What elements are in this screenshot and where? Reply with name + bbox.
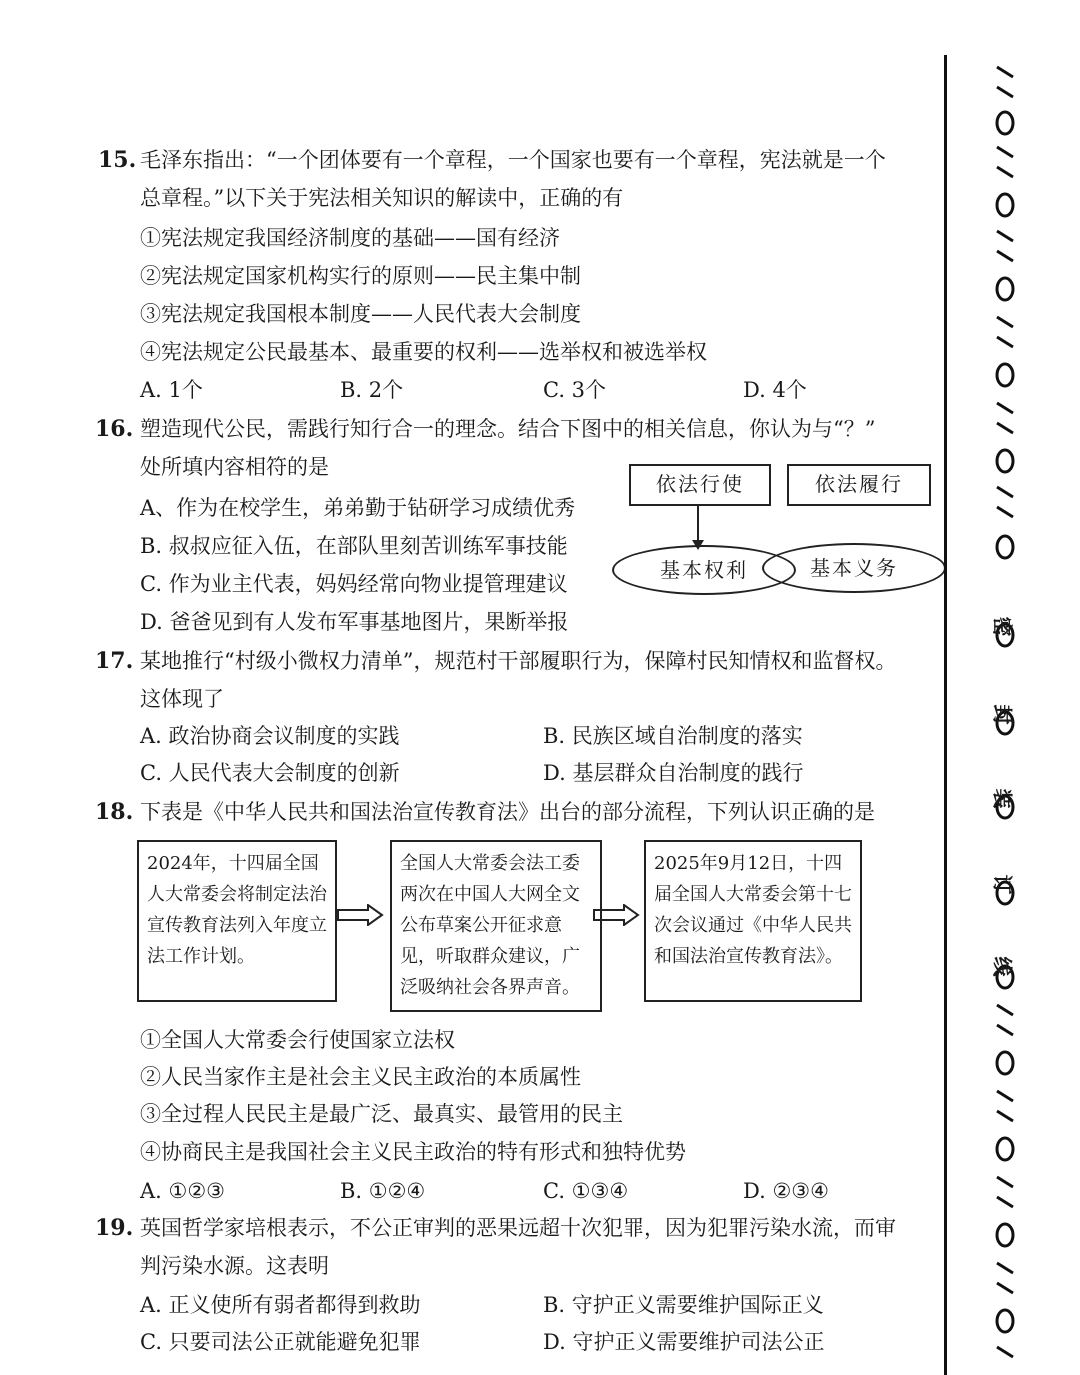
binding-char: 线 (990, 956, 1015, 977)
binding-char: 装 (990, 788, 1015, 809)
flow-step-2: 全国人大常委会法工委两次在中国人大网全文公布草案公开征求意见，听取群众建议，广泛吸纳社会各界声音。 (390, 840, 602, 1012)
diagram-box-left: 依法行使 (629, 464, 771, 506)
option-b: B. 2个 (340, 378, 404, 402)
option-b: B. ①②④ (340, 1179, 426, 1203)
diagram-ellipse-duties: 基本义务 (762, 543, 946, 593)
question-stem: 塑造现代公民，需践行知行合一的理念。结合下图中的相关信息，你认为与“？” (140, 417, 876, 441)
option-c: C. 人民代表大会制度的创新 (140, 761, 400, 785)
flow-arrow-icon (336, 904, 384, 926)
option-c: C. ①③④ (543, 1179, 629, 1203)
option-d: D. 守护正义需要维护司法公正 (543, 1330, 825, 1354)
option-d: D. 4个 (743, 378, 807, 402)
question-stem: 下表是《中华人民共和国法治宣传教育法》出台的部分流程，下列认识正确的是 (140, 800, 875, 824)
option-a: A. 政治协商会议制度的实践 (140, 724, 400, 748)
option-d: D. ②③④ (743, 1179, 829, 1203)
statement-item: ①全国人大常委会行使国家立法权 (140, 1028, 455, 1052)
flow-arrow-icon (592, 904, 640, 926)
question-stem: 判污染水源。这表明 (140, 1254, 329, 1278)
statement-item: ②宪法规定国家机构实行的原则——民主集中制 (140, 264, 581, 288)
option-c: C. 只要司法公正就能避免犯罪 (140, 1330, 421, 1354)
question-stem: 毛泽东指出：“一个团体要有一个章程，一个国家也要有一个章程，宪法就是一个 (140, 148, 886, 172)
option-b: B. 叔叔应征入伍，在部队里刻苦训练军事技能 (140, 534, 568, 558)
binding-char: 密 (990, 616, 1015, 637)
binding-char: 封 (990, 704, 1015, 725)
statement-item: ③宪法规定我国根本制度——人民代表大会制度 (140, 302, 581, 326)
question-stem: 某地推行“村级小微权力清单”，规范村干部履职行为，保障村民知情权和监督权。 (140, 649, 897, 673)
option-b: B. 民族区域自治制度的落实 (543, 724, 803, 748)
question-stem: 英国哲学家培根表示，不公正审判的恶果远超十次犯罪，因为犯罪污染水流，而审 (140, 1216, 896, 1240)
statement-item: ②人民当家作主是社会主义民主政治的本质属性 (140, 1065, 581, 1089)
diagram-box-right: 依法履行 (787, 464, 931, 506)
statement-item: ④协商民主是我国社会主义民主政治的特有形式和独特优势 (140, 1140, 686, 1164)
option-c: C. 作为业主代表，妈妈经常向物业提管理建议 (140, 572, 568, 596)
option-d: D. 基层群众自治制度的践行 (543, 761, 804, 785)
question-number: 17. (95, 648, 134, 674)
question-stem: 这体现了 (140, 687, 224, 711)
statement-item: ③全过程人民民主是最广泛、最真实、最管用的民主 (140, 1102, 623, 1126)
question-number: 15. (98, 147, 137, 173)
option-a: A、作为在校学生，弟弟勤于钻研学习成绩优秀 (140, 496, 576, 520)
binding-divider (944, 55, 947, 1375)
option-a: A. 1个 (140, 378, 203, 402)
question-stem: 总章程。”以下关于宪法相关知识的解读中，正确的有 (140, 186, 624, 210)
question-number: 18. (95, 799, 134, 825)
statement-item: ①宪法规定我国经济制度的基础——国有经济 (140, 226, 560, 250)
flow-step-1: 2024年，十四届全国人大常委会将制定法治宣传教育法列入年度立法工作计划。 (137, 840, 337, 1002)
question-number: 19. (95, 1215, 134, 1241)
flow-step-3: 2025年9月12日，十四届全国人大常委会第十七次会议通过《中华人民共和国法治宣传教育法》。 (644, 840, 862, 1002)
option-c: C. 3个 (543, 378, 607, 402)
diagram-ellipse-rights: 基本权利 (612, 545, 796, 595)
binding-char: 订 (990, 874, 1015, 895)
option-b: B. 守护正义需要维护国际正义 (543, 1293, 824, 1317)
option-a: A. ①②③ (140, 1179, 225, 1203)
option-d: D. 爸爸见到有人发布军事基地图片，果断举报 (140, 610, 569, 634)
question-number: 16. (95, 416, 134, 442)
question-stem: 处所填内容相符的是 (140, 455, 329, 479)
option-a: A. 正义使所有弱者都得到救助 (140, 1293, 421, 1317)
statement-item: ④宪法规定公民最基本、最重要的权利——选举权和被选举权 (140, 340, 707, 364)
